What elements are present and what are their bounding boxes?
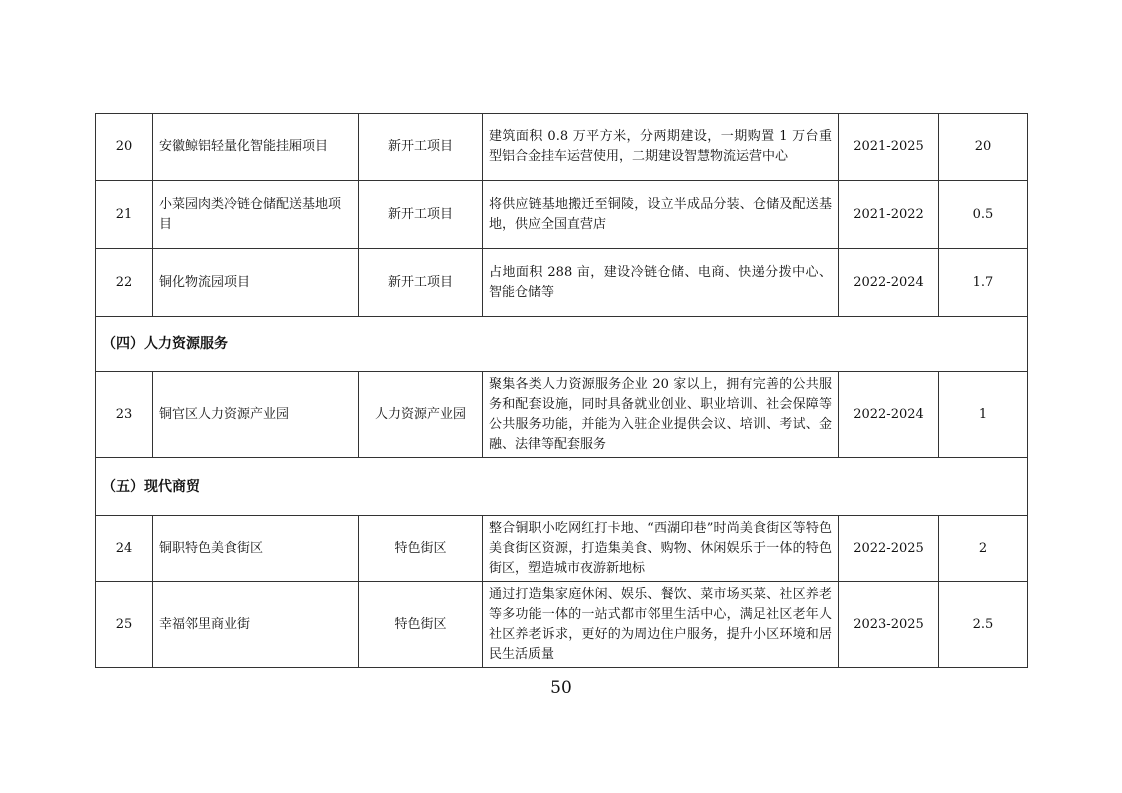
section-row — [96, 317, 1028, 372]
section-heading: （五）现代商贸 — [96, 458, 1028, 516]
table-row — [96, 181, 1028, 249]
project-type: 特色街区 — [359, 582, 483, 668]
project-content: 占地面积 288 亩，建设冷链仓储、电商、快递分拨中心、智能仓储等 — [483, 249, 839, 317]
table-row — [96, 516, 1028, 582]
page-number: 50 — [550, 678, 572, 698]
project-name: 铜职特色美食街区 — [153, 516, 359, 582]
table-row — [96, 249, 1028, 317]
project-number: 24 — [96, 516, 153, 582]
project-investment: 2.5 — [939, 582, 1028, 668]
project-content: 将供应链基地搬迁至铜陵，设立半成品分装、仓储及配送基地，供应全国直营店 — [483, 181, 839, 249]
project-period: 2021-2022 — [839, 181, 939, 249]
project-type: 新开工项目 — [359, 249, 483, 317]
project-period: 2023-2025 — [839, 582, 939, 668]
table-row — [96, 582, 1028, 668]
project-name: 安徽鲸铝轻量化智能挂厢项目 — [153, 114, 359, 181]
project-number: 21 — [96, 181, 153, 249]
project-name: 铜化物流园项目 — [153, 249, 359, 317]
project-number: 25 — [96, 582, 153, 668]
project-content: 整合铜职小吃网红打卡地、“西湖印巷”时尚美食街区等特色美食街区资源，打造集美食、购物、休闲娱乐于一体的特色街区，塑造城市夜游新地标 — [483, 516, 839, 582]
project-number: 20 — [96, 114, 153, 181]
project-content: 建筑面积 0.8 万平方米，分两期建设，一期购置 1 万台重型铝合金挂车运营使用，二期建设智慧物流运营中心 — [483, 114, 839, 181]
project-period: 2021-2025 — [839, 114, 939, 181]
project-investment: 1 — [939, 372, 1028, 458]
project-investment: 2 — [939, 516, 1028, 582]
project-number: 22 — [96, 249, 153, 317]
table-row — [96, 372, 1028, 458]
project-investment: 1.7 — [939, 249, 1028, 317]
section-heading: （四）人力资源服务 — [96, 317, 1028, 372]
project-table — [95, 113, 1028, 668]
project-investment: 20 — [939, 114, 1028, 181]
project-period: 2022-2024 — [839, 372, 939, 458]
table-row — [96, 114, 1028, 181]
project-content: 通过打造集家庭休闲、娱乐、餐饮、菜市场买菜、社区养老等多功能一体的一站式都市邻里生活中心，满足社区老年人社区养老诉求，更好的为周边住户服务，提升小区环境和居民生活质量 — [483, 582, 839, 668]
project-type: 人力资源产业园 — [359, 372, 483, 458]
project-number: 23 — [96, 372, 153, 458]
project-type: 特色街区 — [359, 516, 483, 582]
section-row — [96, 458, 1028, 516]
project-type: 新开工项目 — [359, 114, 483, 181]
project-name: 小菜园肉类冷链仓储配送基地项目 — [153, 181, 359, 249]
project-content: 聚集各类人力资源服务企业 20 家以上，拥有完善的公共服务和配套设施，同时具备就业创业、职业培训、社会保障等公共服务功能，并能为入驻企业提供会议、培训、考试、金融、法律等配套服务 — [483, 372, 839, 458]
project-period: 2022-2024 — [839, 249, 939, 317]
project-period: 2022-2025 — [839, 516, 939, 582]
project-name: 幸福邻里商业街 — [153, 582, 359, 668]
project-type: 新开工项目 — [359, 181, 483, 249]
project-name: 铜官区人力资源产业园 — [153, 372, 359, 458]
project-investment: 0.5 — [939, 181, 1028, 249]
